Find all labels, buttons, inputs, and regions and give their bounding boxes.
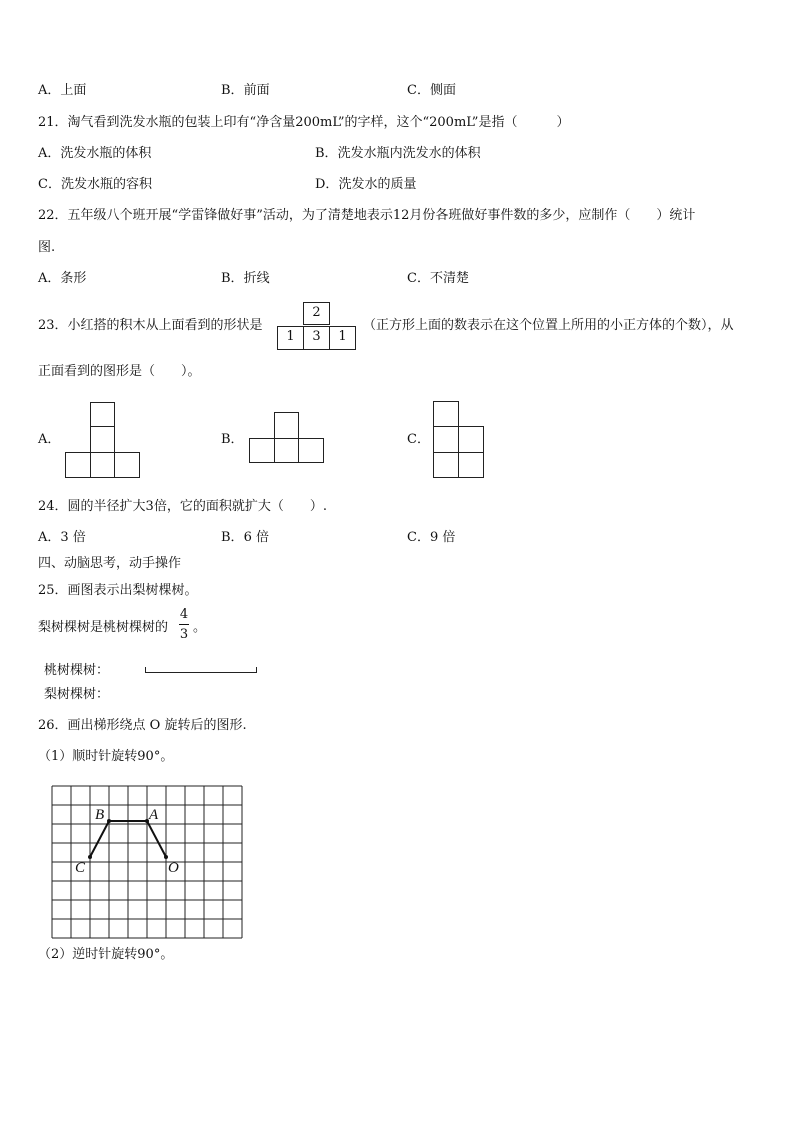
q23-stem-part1: 23．小红搭的积木从上面看到的形状是 bbox=[38, 318, 263, 333]
q23-stem-part2: （正方形上面的数表示在这个位置上所用的小正方体的个数），从 bbox=[363, 318, 734, 333]
option-text: 6 倍 bbox=[243, 530, 269, 545]
q26-part2: （2）逆时针旋转90°。 bbox=[38, 947, 174, 962]
q26-stem: 26．画出梯形绕点 O 旋转后的图形. bbox=[38, 718, 247, 733]
q22-stem-line1: 22．五年级八个班开展“学雷锋做好事”活动，为了清楚地表示12月份各班做好事件数的多少，应制作（ ）统计 bbox=[38, 208, 696, 223]
q23-stem-line2: 正面看到的图形是（ ）。 bbox=[38, 364, 201, 379]
section-heading: 四、动脑思考，动手操作 bbox=[38, 556, 182, 571]
option-letter: A． bbox=[38, 530, 61, 545]
option-text: 不清楚 bbox=[429, 271, 469, 286]
option-text: 洗发水瓶的体积 bbox=[60, 146, 152, 161]
option-letter: C． bbox=[407, 83, 430, 98]
option-letter: C． bbox=[407, 271, 430, 286]
q23-option-b-letter: B． bbox=[221, 432, 244, 447]
top-view-cell-top: 2 bbox=[303, 302, 330, 325]
option-letter: A． bbox=[38, 271, 61, 286]
vertex-point-c bbox=[88, 855, 92, 859]
vertex-point-b bbox=[107, 819, 111, 823]
q23-option-c-letter: C． bbox=[407, 432, 430, 447]
top-view-cell-middle: 3 bbox=[303, 326, 330, 350]
option-letter: B． bbox=[315, 146, 338, 161]
option-text: 洗发水瓶的容积 bbox=[60, 177, 152, 192]
point-label-c: C bbox=[75, 860, 86, 876]
option-letter: D． bbox=[315, 177, 339, 192]
option-letter: B． bbox=[221, 530, 244, 545]
q25-line2-before: 梨树棵树是桃树棵树的 bbox=[38, 620, 169, 635]
q25-stem: 25．画图表示出梨树棵树。 bbox=[38, 583, 198, 598]
option-text: 9 倍 bbox=[429, 530, 456, 545]
option-text: 上面 bbox=[60, 83, 87, 98]
q26-part1: （1）顺时针旋转90°。 bbox=[38, 749, 174, 764]
option-text: 条形 bbox=[60, 271, 87, 286]
q22-stem-line2: 图. bbox=[38, 240, 56, 255]
point-label-o: O bbox=[168, 860, 179, 876]
q24-stem: 24．圆的半径扩大3倍，它的面积就扩大（ ）. bbox=[38, 499, 327, 514]
option-text: 洗发水的质量 bbox=[338, 177, 417, 192]
fraction-denominator: 3 bbox=[179, 627, 189, 642]
pear-tree-label: 梨树棵树： bbox=[44, 687, 110, 702]
vertex-point-o bbox=[164, 855, 168, 859]
q21-stem: 21．淘气看到洗发水瓶的包装上印有“净含量200mL”的字样，这个“200mL”是指（ ） bbox=[38, 115, 570, 130]
top-view-cell-left: 1 bbox=[277, 326, 304, 350]
point-label-a: A bbox=[149, 807, 159, 823]
fraction-numerator: 4 bbox=[179, 607, 189, 622]
q25-line2-after: 。 bbox=[193, 620, 207, 635]
option-text: 前面 bbox=[243, 83, 270, 98]
point-label-b: B bbox=[95, 807, 105, 823]
option-letter: C． bbox=[407, 530, 430, 545]
q23-option-a-letter: A． bbox=[38, 432, 61, 447]
option-text: 3 倍 bbox=[60, 530, 86, 545]
option-letter: C． bbox=[38, 177, 61, 192]
option-letter: A． bbox=[38, 146, 61, 161]
option-text: 侧面 bbox=[429, 83, 456, 98]
option-text: 折线 bbox=[243, 271, 270, 286]
option-letter: A． bbox=[38, 83, 61, 98]
option-letter: B． bbox=[221, 83, 244, 98]
option-text: 洗发水瓶内洗发水的体积 bbox=[337, 146, 481, 161]
peach-tree-label: 桃树棵树： bbox=[44, 663, 110, 678]
top-view-cell-right: 1 bbox=[329, 326, 356, 350]
option-letter: B． bbox=[221, 271, 244, 286]
